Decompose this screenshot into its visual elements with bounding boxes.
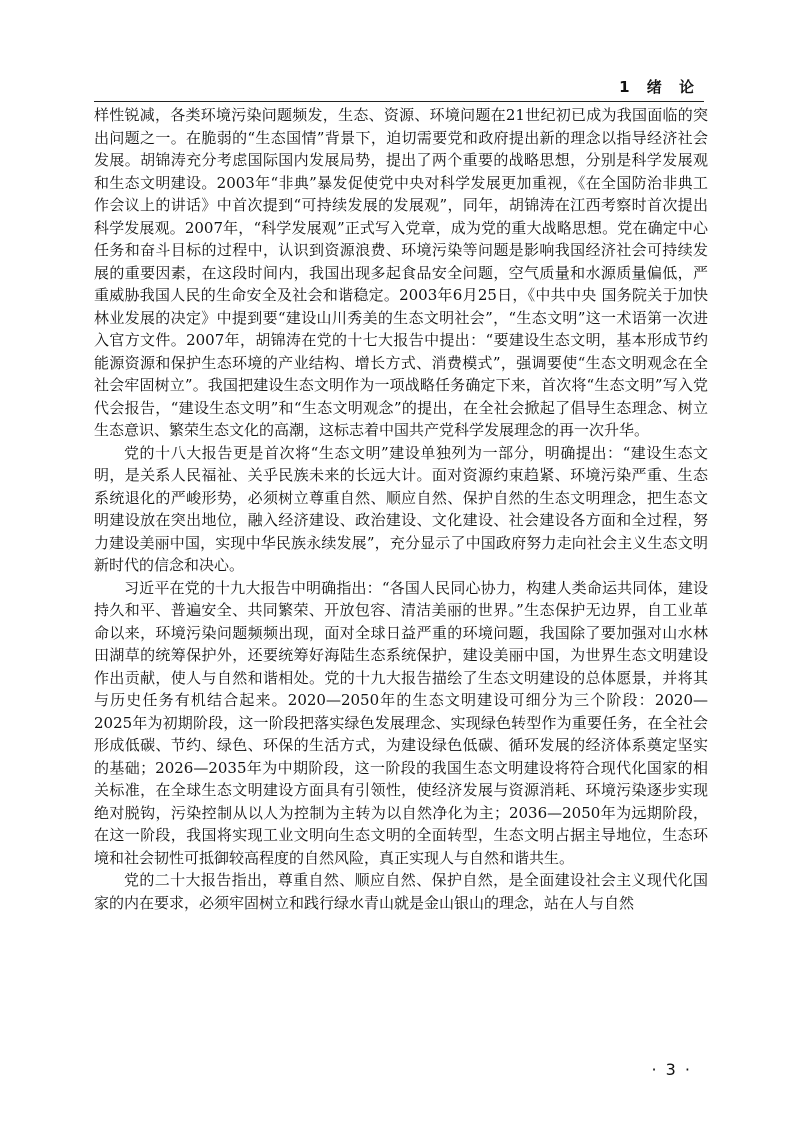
running-header (94, 74, 704, 102)
body-text (94, 104, 708, 914)
header-rule (94, 101, 704, 102)
paragraph: 习近平在党的十九大报告中明确指出：“各国人民同心协力，构建人类命运共同体，建设持久和平、普遍安全、共同繁荣、开放包容、清洁美丽的世界。”生态保护无边界，自工业革命以来，环境污染问题频频出现，面对全球日益严重的环境问题，我国除了要加强对山水林田湖草的统筹保护外，还要统筹好海陆生态系统保护，建设美丽中国，为世界生态文明建设作出贡献，使人与自然和谐相处。党的十九大报告描绘了生态文明建设的总体愿景，并将其与历史任务有机结合起来。2020—2050年的生态文明建设可细分为三个阶段：2020—2025年为初期阶段，这一阶段把落实绿色发展理念、实现绿色转型作为重要任务，在全社会形成低碳、节约、绿色、环保的生活方式，为建设绿色低碳、循环发展的经济体系奠定坚实的基础；2026—2035年为中期阶段，这一阶段的我国生态文明建设将符合现代化国家的相关标准，在全球生态文明建设方面具有引领性，使经济发展与资源消耗、环境污染逐步实现绝对脱钩，污染控制从以人为控制为主转为以自然净化为主；2036—2050年为远期阶段，在这一阶段，我国将实现工业文明向生态文明的全面转型，生态文明占据主导地位，生态环境和社会韧性可抵御较高程度的自然风险，真正实现人与自然和谐共生。 (94, 578, 708, 867)
chapter-title: 1 绪 论 (619, 78, 700, 96)
paragraph: 党的十八大报告更是首次将“生态文明”建设单独列为一部分，明确提出：“建设生态文明，是关系人民福祉、关乎民族未来的长远大计。面对资源约束趋紧、环境污染严重、生态系统退化的严峻形势，必须树立尊重自然、顺应自然、保护自然的生态文明理念，把生态文明建设放在突出地位，融入经济建设、政治建设、文化建设、社会建设各方面和全过程，努力建设美丽中国，实现中华民族永续发展”，充分显示了中国政府努力走向社会主义生态文明新时代的信念和决心。 (94, 443, 708, 574)
page-number: · 3 · (651, 1060, 692, 1079)
paragraph: 党的二十大报告指出，尊重自然、顺应自然、保护自然，是全面建设社会主义现代化国家的内在要求，必须牢固树立和践行绿水青山就是金山银山的理念，站在人与自然 (94, 871, 708, 912)
paragraph-continued: 样性锐减，各类环境污染问题频发，生态、资源、环境问题在21世纪初已成为我国面临的突出问题之一。在脆弱的“生态国情”背景下，迫切需要党和政府提出新的理念以指导经济社会发展。胡锦涛充分考虑国际国内发展局势，提出了两个重要的战略思想，分别是科学发展观和生态文明建设。2003年“非典”暴发促使党中央对科学发展更加重视，《在全国防治非典工作会议上的讲话》中首次提到“可持续发展的发展观”，同年，胡锦涛在江西考察时首次提出科学发展观。2007年，“科学发展观”正式写入党章，成为党的重大战略思想。党在确定中心任务和奋斗目标的过程中，认识到资源浪费、环境污染等问题是影响我国经济社会可持续发展的重要因素，在这段时间内，我国出现多起食品安全问题，空气质量和水源质量偏低，严重威胁我国人民的生命安全及社会和谐稳定。2003年6月25日，《中共中央 国务院关于加快林业发展的决定》中提到要“建设山川秀美的生态文明社会”，“生态文明”这一术语第一次进入官方文件。2007年，胡锦涛在党的十七大报告中提出：“要建设生态文明，基本形成节约能源资源和保护生态环境的产业结构、增长方式、消费模式”，强调要使“生态文明观念在全社会牢固树立”。我国把建设生态文明作为一项战略任务确定下来，首次将“生态文明”写入党代会报告，“建设生态文明”和“生态文明观念”的提出，在全社会掀起了倡导生态理念、树立生态意识、繁荣生态文化的高潮，这标志着中国共产党科学发展理念的再一次升华。 (94, 106, 708, 439)
